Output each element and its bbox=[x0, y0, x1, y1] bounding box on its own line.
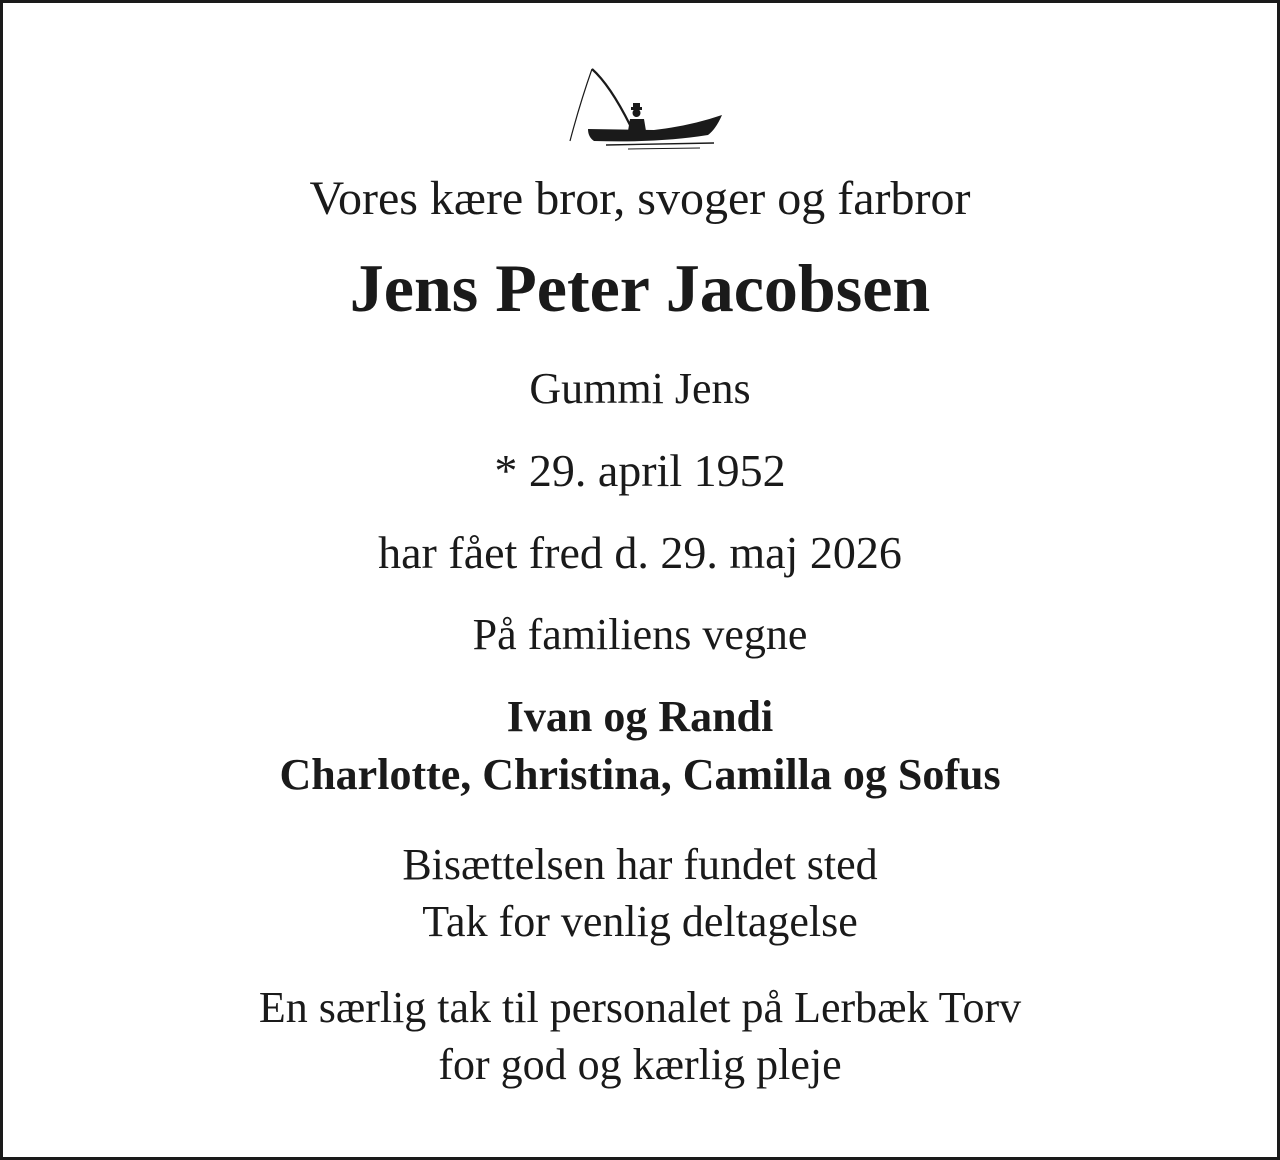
family-line: Charlotte, Christina, Camilla og Sofus bbox=[279, 750, 1001, 799]
fisherman-in-boat-icon bbox=[558, 63, 728, 153]
deceased-name: Jens Peter Jacobsen bbox=[349, 250, 931, 326]
special-thanks-line: for god og kærlig pleje bbox=[438, 1040, 842, 1089]
funeral-line: Tak for venlig deltagelse bbox=[422, 897, 858, 946]
family-line: Ivan og Randi bbox=[506, 692, 774, 741]
special-thanks-line: En særlig tak til personalet på Lerbæk Torv bbox=[258, 983, 1022, 1032]
birth-date: * 29. april 1952 bbox=[494, 445, 786, 496]
funeral-line: Bisættelsen har fundet sted bbox=[402, 840, 878, 889]
on-behalf-text: På familiens vegne bbox=[472, 610, 808, 659]
intro-text: Vores kære bror, svoger og farbror bbox=[309, 172, 971, 225]
nickname: Gummi Jens bbox=[529, 364, 751, 413]
death-date: har fået fred d. 29. maj 2026 bbox=[378, 527, 902, 578]
